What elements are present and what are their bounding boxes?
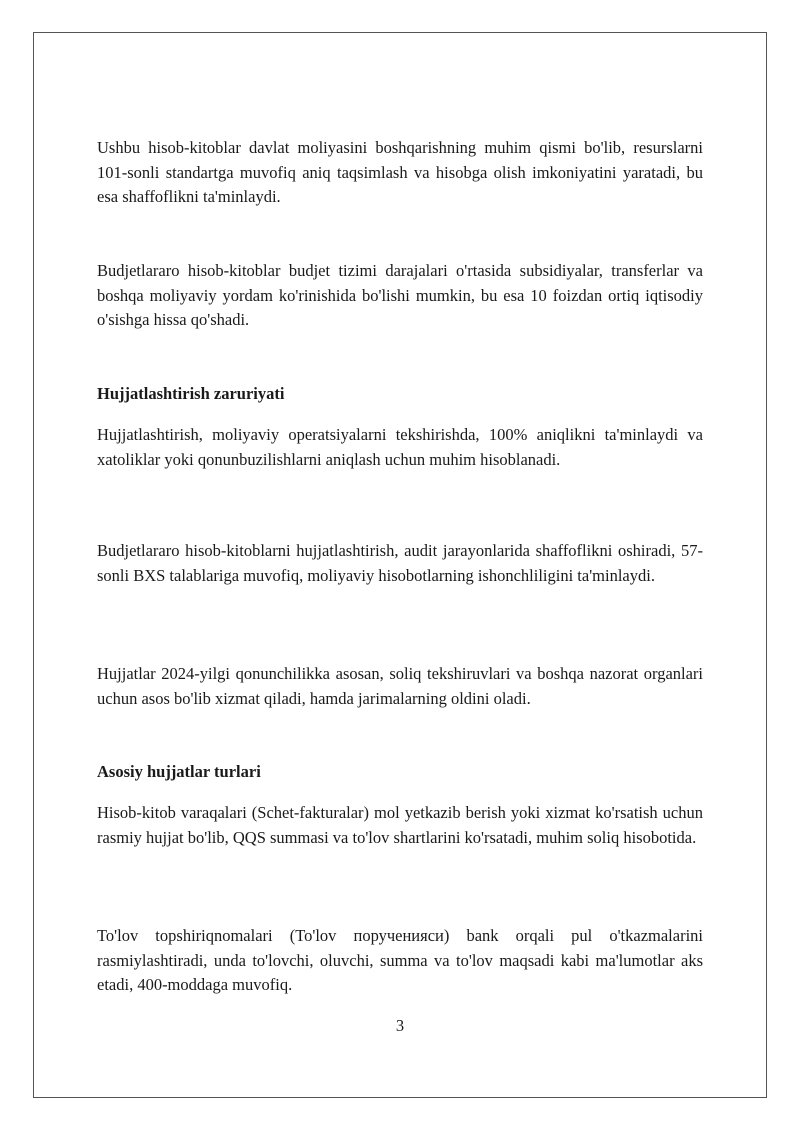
heading-documentation-necessity: Hujjatlashtirish zaruriyati — [97, 384, 285, 403]
paragraph-documentation-accuracy: Hujjatlashtirish, moliyaviy operatsiyalarni tekshirishda, 100% aniqlikni ta'minlaydi va xatoliklar yoki qonunbuzilishlarni aniqlash uchun muhim hisoblanadi. — [97, 425, 703, 469]
paragraph-invoices: Hisob-kitob varaqalari (Schet-fakturalar) mol yetkazib berish yoki xizmat ko'rsatish uchun rasmiy hujjat bo'lib, QQS summasi va to'lov shartlarini ko'rsatadi, muhim soliq hisobotida. — [97, 803, 703, 847]
paragraph-intro: Ushbu hisob-kitoblar davlat moliyasini boshqarishning muhim qismi bo'lib, resurslarni 101-sonli standartga muvofiq aniq taqsimlash va hisobga olish imkoniyatini yaratadi, bu esa shaffoflikni ta'minlaydi. — [97, 138, 703, 206]
paragraph-payment-orders: To'lov topshiriqnomalari (To'lov порученияси) bank orqali pul o'tkazmalarini rasmiylashtiradi, unda to'lovchi, oluvchi, summa va to'lov maqsadi kabi ma'lumotlar aks etadi, 400-moddaga muvofiq. — [97, 926, 703, 994]
page-number: 3 — [395, 1016, 405, 1035]
paragraph-tax-inspections: Hujjatlar 2024-yilgi qonunchilikka asosan, soliq tekshiruvlari va boshqa nazorat organlari uchun asos bo'lib xizmat qiladi, hamda jarimalarning oldini oladi. — [97, 664, 703, 708]
paragraph-audit-transparency: Budjetlararo hisob-kitoblarni hujjatlashtirish, audit jarayonlarida shaffoflikni oshiradi, 57-sonli BXS talablariga muvofiq, moliyaviy hisobotlarning ishonchliligini ta'minlaydi. — [97, 541, 703, 585]
heading-main-document-types: Asosiy hujjatlar turlari — [97, 762, 261, 781]
paragraph-budget-settlements: Budjetlararo hisob-kitoblar budjet tizimi darajalari o'rtasida subsidiyalar, transferlar va boshqa moliyaviy yordam ko'rinishida bo'lishi mumkin, bu esa 10 foizdan ortiq iqtisodiy o'sishga hissa qo'shadi. — [97, 261, 703, 329]
